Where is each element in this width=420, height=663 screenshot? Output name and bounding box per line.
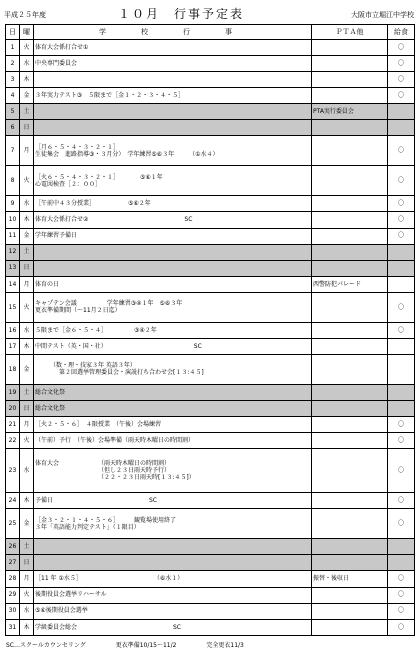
event-line: 総合文化祭	[35, 388, 66, 396]
day-cell: 9	[6, 196, 20, 212]
school-event-cell	[34, 539, 312, 555]
weekday-cell: 木	[20, 493, 34, 509]
lunch-cell: 〇	[388, 417, 415, 433]
weekday-cell: 月	[20, 276, 34, 292]
pta-cell	[312, 322, 388, 338]
school-event-cell	[34, 72, 312, 88]
table-row	[6, 120, 415, 136]
weekday-cell: 月	[20, 571, 34, 587]
pta-cell	[312, 509, 388, 539]
school-event-cell	[34, 260, 312, 276]
lunch-cell: 〇	[388, 603, 415, 619]
table-row	[6, 196, 415, 212]
day-cell: 8	[6, 166, 20, 196]
weekday-cell: 月	[20, 136, 34, 166]
event-line: 体育大会 （雨天時木曜日の時間割）	[35, 459, 171, 467]
pta-cell	[312, 555, 388, 571]
lunch-cell: 〇	[388, 322, 415, 338]
weekday-cell: 日	[20, 400, 34, 416]
school-event-cell	[34, 56, 312, 72]
event-line: （午前）予行 （午後）会場準備（雨天時木曜日の時間割）	[35, 436, 195, 444]
pta-cell	[312, 354, 388, 384]
weekday-cell: 日	[20, 555, 34, 571]
event-line: 予備日 SC	[35, 497, 157, 505]
weekday-cell: 金	[20, 509, 34, 539]
day-cell: 22	[6, 433, 20, 449]
school-event-cell	[34, 40, 312, 56]
col-header-pta: ＰＴＡ他	[312, 25, 388, 40]
table-row	[6, 56, 415, 72]
school-event-cell	[34, 433, 312, 449]
lunch-cell: 〇	[388, 449, 415, 493]
table-row	[6, 40, 415, 56]
table-row	[6, 260, 415, 276]
school-event-cell	[34, 417, 312, 433]
pta-cell	[312, 136, 388, 166]
day-cell: 6	[6, 120, 20, 136]
school-event-cell	[34, 244, 312, 260]
day-cell: 30	[6, 603, 20, 619]
day-cell: 11	[6, 228, 20, 244]
weekday-cell: 火	[20, 40, 34, 56]
day-cell: 29	[6, 587, 20, 603]
table-row	[6, 166, 415, 196]
day-cell: 4	[6, 88, 20, 104]
weekday-cell: 月	[20, 417, 34, 433]
fiscal-year: 平成２５年度	[4, 11, 46, 19]
day-cell: 10	[6, 212, 20, 228]
table-row	[6, 276, 415, 292]
table-row	[6, 104, 415, 120]
lunch-cell	[388, 104, 415, 120]
weekday-cell: 火	[20, 292, 34, 322]
pta-cell	[312, 260, 388, 276]
day-cell: 23	[6, 449, 20, 493]
weekday-cell: 木	[20, 72, 34, 88]
event-line: 体育の日	[35, 280, 60, 288]
pta-cell	[312, 244, 388, 260]
event-line: 中間テスト（英・国・社） SC	[35, 342, 202, 350]
table-row	[6, 228, 415, 244]
pta-cell	[312, 338, 388, 354]
weekday-cell: 水	[20, 603, 34, 619]
pta-cell	[312, 72, 388, 88]
table-row	[6, 417, 415, 433]
event-line: 体育大会係打合せ② SC	[35, 216, 193, 224]
school-event-cell	[34, 354, 312, 384]
school-event-cell	[34, 384, 312, 400]
page-title: １０月 行事予定表	[118, 7, 245, 21]
day-cell: 18	[6, 354, 20, 384]
weekday-cell: 火	[20, 587, 34, 603]
event-line: 学年練習予備日	[35, 232, 78, 240]
pta-cell	[312, 384, 388, 400]
school-event-cell	[34, 400, 312, 416]
school-event-cell	[34, 603, 312, 619]
weekday-cell: 土	[20, 539, 34, 555]
school-name: 大阪市立堀江中学校	[351, 11, 414, 19]
day-cell: 3	[6, 72, 20, 88]
event-line: ５限まで［金６・５・４］ ③④２年	[35, 326, 157, 334]
page-header	[0, 0, 420, 24]
weekday-cell: 土	[20, 104, 34, 120]
weekday-cell: 木	[20, 619, 34, 635]
school-event-cell	[34, 322, 312, 338]
weekday-cell: 火	[20, 433, 34, 449]
day-cell: 28	[6, 571, 20, 587]
lunch-cell: 〇	[388, 433, 415, 449]
table-row	[6, 212, 415, 228]
weekday-cell: 金	[20, 88, 34, 104]
pta-cell	[312, 228, 388, 244]
lunch-cell	[388, 260, 415, 276]
day-cell: 15	[6, 292, 20, 322]
table-row	[6, 136, 415, 166]
lunch-cell: 〇	[388, 587, 415, 603]
table-row	[6, 555, 415, 571]
col-header-school-events: 学 校 行 事	[34, 25, 312, 40]
table-row	[6, 539, 415, 555]
day-cell: 12	[6, 244, 20, 260]
pta-cell	[312, 88, 388, 104]
lunch-cell	[388, 244, 415, 260]
lunch-cell	[388, 276, 415, 292]
weekday-cell: 金	[20, 354, 34, 384]
event-line: 体育大会係打合せ①	[35, 43, 89, 51]
col-header-lunch: 給食	[388, 25, 415, 40]
pta-cell	[312, 417, 388, 433]
weekday-cell: 水	[20, 449, 34, 493]
weekday-cell: 土	[20, 244, 34, 260]
school-event-cell	[34, 292, 312, 322]
footer-sc-note: SC…スクールカウンセリング	[6, 642, 86, 649]
school-event-cell	[34, 555, 312, 571]
school-event-cell	[34, 212, 312, 228]
lunch-cell: 〇	[388, 136, 415, 166]
day-cell: 17	[6, 338, 20, 354]
pta-cell	[312, 40, 388, 56]
lunch-cell: 〇	[388, 166, 415, 196]
pta-cell	[312, 539, 388, 555]
col-header-day: 日	[6, 25, 20, 40]
lunch-cell: 〇	[388, 40, 415, 56]
pta-cell: 振替・後収日	[312, 571, 388, 587]
weekday-cell: 火	[20, 166, 34, 196]
day-cell: 26	[6, 539, 20, 555]
pta-cell	[312, 292, 388, 322]
event-line: ３年実力テスト③ ５限まで［金１・２・３・４・５］	[35, 92, 185, 100]
lunch-cell: 〇	[388, 212, 415, 228]
weekday-cell: 木	[20, 338, 34, 354]
table-row	[6, 571, 415, 587]
event-line: ［午前中４３分授業］ ⑤⑥２年	[35, 200, 151, 208]
school-event-cell	[34, 493, 312, 509]
school-event-cell	[34, 120, 312, 136]
lunch-cell: 〇	[388, 228, 415, 244]
event-line: ［火６・５・４・３・２・１］ ⑤⑥１年	[35, 173, 163, 181]
weekday-cell: 日	[20, 260, 34, 276]
school-event-cell	[34, 228, 312, 244]
day-cell: 27	[6, 555, 20, 571]
weekday-cell: 金	[20, 228, 34, 244]
school-event-cell	[34, 619, 312, 635]
table-row	[6, 509, 415, 539]
table-row	[6, 587, 415, 603]
event-line: 中央専門委員会	[35, 59, 78, 67]
school-event-cell	[34, 587, 312, 603]
weekday-cell: 木	[20, 212, 34, 228]
pta-cell	[312, 400, 388, 416]
weekday-cell: 水	[20, 196, 34, 212]
event-line: 後期役員会選挙リハーサル	[35, 591, 107, 599]
pta-cell	[312, 603, 388, 619]
weekday-cell: 水	[20, 56, 34, 72]
day-cell: 21	[6, 417, 20, 433]
table-row	[6, 493, 415, 509]
day-cell: 31	[6, 619, 20, 635]
lunch-cell: 〇	[388, 619, 415, 635]
lunch-cell	[388, 539, 415, 555]
lunch-cell: 〇	[388, 571, 415, 587]
event-line: 更衣準備期間（～11月２日迄）	[35, 307, 121, 315]
table-row	[6, 449, 415, 493]
day-cell: 20	[6, 400, 20, 416]
table-row	[6, 72, 415, 88]
pta-cell	[312, 196, 388, 212]
event-line: ⑤⑥後期役員会選挙	[35, 607, 88, 615]
table-row	[6, 292, 415, 322]
day-cell: 5	[6, 104, 20, 120]
school-event-cell	[34, 571, 312, 587]
pta-cell	[312, 587, 388, 603]
school-event-cell	[34, 104, 312, 120]
table-row	[6, 244, 415, 260]
schedule-table	[5, 24, 415, 636]
footer-complete-note: 完全更衣11/3	[206, 642, 244, 649]
day-cell: 7	[6, 136, 20, 166]
table-header-row	[6, 25, 415, 40]
event-line: ［金３・２・１・４・５・６］ 観覧場使用終了	[35, 516, 177, 524]
col-header-weekday: 曜	[20, 25, 34, 40]
lunch-cell: 〇	[388, 88, 415, 104]
school-event-cell	[34, 166, 312, 196]
weekday-cell: 日	[20, 120, 34, 136]
school-event-cell	[34, 276, 312, 292]
table-row	[6, 619, 415, 635]
school-event-cell	[34, 136, 312, 166]
event-line: （数・理・技家３年 英語３年）	[35, 362, 136, 370]
day-cell: 19	[6, 384, 20, 400]
lunch-cell: 〇	[388, 493, 415, 509]
table-row	[6, 603, 415, 619]
table-row	[6, 354, 415, 384]
table-row	[6, 322, 415, 338]
school-event-cell	[34, 338, 312, 354]
pta-cell	[312, 120, 388, 136]
lunch-cell	[388, 384, 415, 400]
table-row	[6, 400, 415, 416]
lunch-cell	[388, 120, 415, 136]
day-cell: 24	[6, 493, 20, 509]
day-cell: 13	[6, 260, 20, 276]
lunch-cell: 〇	[388, 509, 415, 539]
school-event-cell	[34, 88, 312, 104]
lunch-cell	[388, 338, 415, 354]
event-line: 総合文化祭	[35, 404, 66, 412]
table-row	[6, 384, 415, 400]
event-line: ３年「英語能力判定テスト」（１限目）	[35, 523, 140, 531]
lunch-cell: 〇	[388, 292, 415, 322]
table-row	[6, 338, 415, 354]
day-cell: 16	[6, 322, 20, 338]
weekday-cell: 土	[20, 384, 34, 400]
table-row	[6, 433, 415, 449]
event-line: ［火２・５・６］ ４限授業 （午後）会場練習	[35, 420, 162, 428]
pta-cell	[312, 166, 388, 196]
school-event-cell	[34, 509, 312, 539]
event-line: ［11 年 ①水５］ （⑥水１）	[35, 575, 184, 583]
pta-cell: 西警防犯パレード	[312, 276, 388, 292]
school-event-cell	[34, 449, 312, 493]
lunch-cell: 〇	[388, 56, 415, 72]
event-line: ［月６・５・４・３・２・１］	[35, 143, 120, 151]
event-line: 生徒集会 進路指導③・３月分） 学年練習⑤⑥３年 （①水４）	[35, 150, 219, 158]
day-cell: 25	[6, 509, 20, 539]
event-line: キャプテン会議 学年練習③④１年 ⑤⑥３年	[35, 300, 183, 307]
event-line: 第２回選挙管理委員会・演説打ち合わせ会[１３:４５]	[35, 369, 204, 377]
pta-cell	[312, 449, 388, 493]
lunch-cell: 〇	[388, 72, 415, 88]
school-event-cell	[34, 196, 312, 212]
pta-cell	[312, 493, 388, 509]
lunch-cell	[388, 555, 415, 571]
day-cell: 2	[6, 56, 20, 72]
pta-cell	[312, 212, 388, 228]
day-cell: 14	[6, 276, 20, 292]
pta-cell	[312, 619, 388, 635]
pta-cell	[312, 433, 388, 449]
footer-notes	[6, 640, 414, 649]
event-line: （但し２３日雨天時予行）	[35, 467, 171, 475]
pta-cell: PTA実行委員会	[312, 104, 388, 120]
weekday-cell: 水	[20, 322, 34, 338]
pta-cell	[312, 56, 388, 72]
event-line: 心電図検査［２：００］	[35, 180, 102, 188]
lunch-cell	[388, 400, 415, 416]
lunch-cell: 〇	[388, 196, 415, 212]
footer-change-note: 更衣準備10/15～11/2	[115, 642, 177, 649]
day-cell: 1	[6, 40, 20, 56]
event-line: 学級委員会総会 SC	[35, 623, 181, 631]
lunch-cell	[388, 354, 415, 384]
event-line: （２２・２３日雨天時[１３:４５]）	[35, 474, 195, 482]
table-row	[6, 88, 415, 104]
